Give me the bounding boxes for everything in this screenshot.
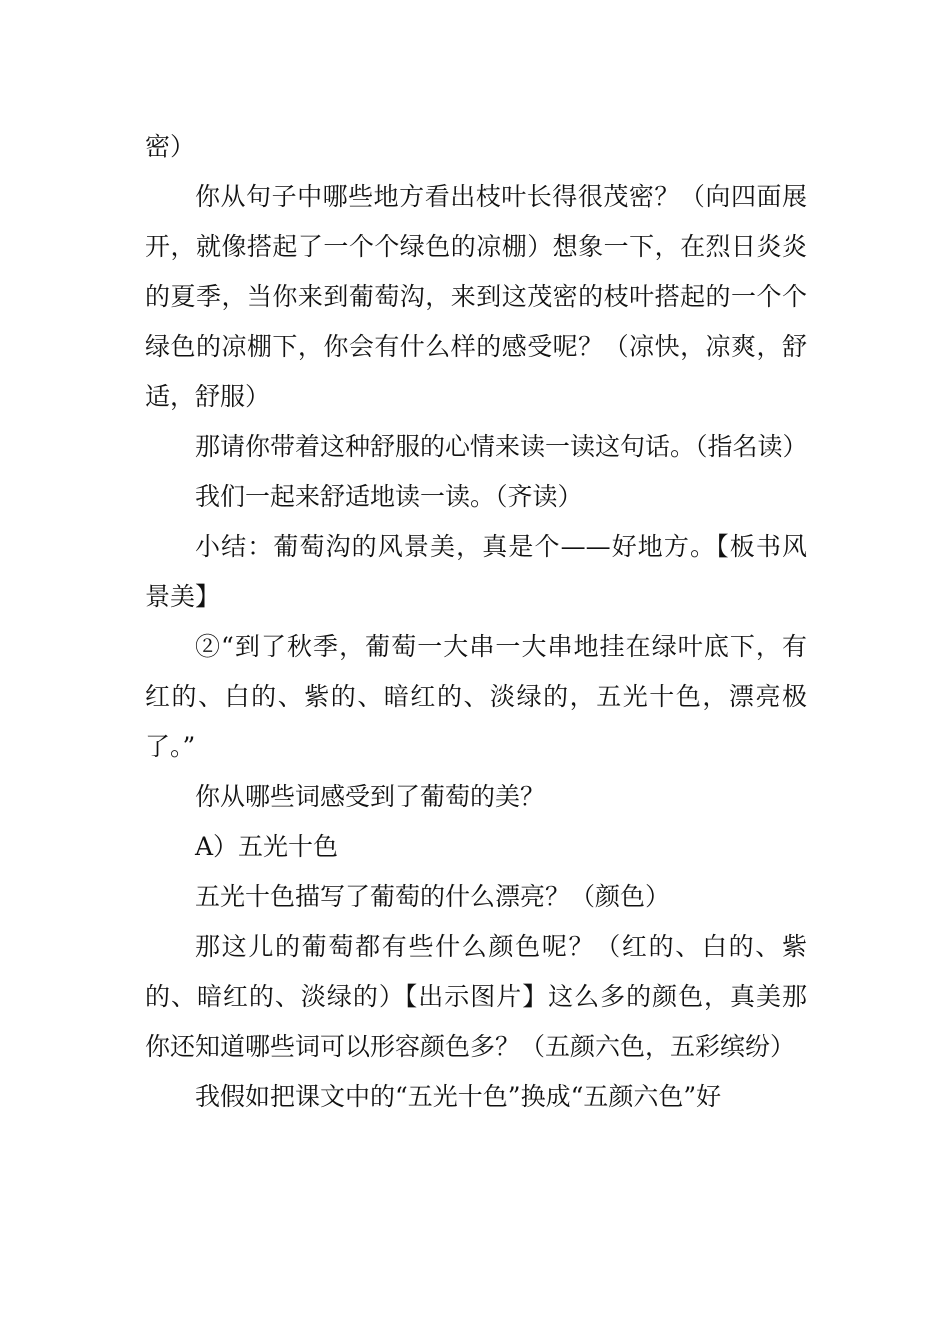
document-page	[145, 122, 807, 1122]
paragraph-9: 五光十色描写了葡萄的什么漂亮？（颜色）	[195, 882, 671, 911]
paragraph-8: A）五光十色	[195, 832, 339, 861]
paragraph-1: 密）	[145, 132, 196, 161]
paragraph-6: ②“到了秋季，葡萄一大串一大串地挂在绿叶底下，有红的、白的、紫的、暗红的、淡绿的，五光十色，漂亮极了。”	[145, 632, 807, 761]
paragraph-10: 那这儿的葡萄都有些什么颜色呢？（红的、白的、紫的、暗红的、淡绿的）【出示图片】这么多的颜色，真美那你还知道哪些词可以形容颜色多？（五颜六色，五彩缤纷）	[145, 932, 807, 1061]
paragraph-3: 那请你带着这种舒服的心情来读一读这句话。（指名读）	[195, 432, 808, 461]
paragraph-4: 我们一起来舒适地读一读。（齐读）	[195, 482, 583, 511]
paragraph-11: 我假如把课文中的“五光十色”换成“五颜六色”好	[195, 1082, 722, 1111]
paragraph-2: 你从句子中哪些地方看出枝叶长得很茂密？（向四面展开，就像搭起了一个个绿色的凉棚）想象一下，在烈日炎炎的夏季，当你来到葡萄沟，来到这茂密的枝叶搭起的一个个绿色的凉棚下，你会有什么样的感受呢？（凉快，凉爽，舒适，舒服）	[145, 182, 807, 411]
paragraph-7: 你从哪些词感受到了葡萄的美？	[195, 782, 546, 811]
paragraph-5: 小结：葡萄沟的风景美，真是个——好地方。【板书风景美】	[145, 532, 807, 611]
